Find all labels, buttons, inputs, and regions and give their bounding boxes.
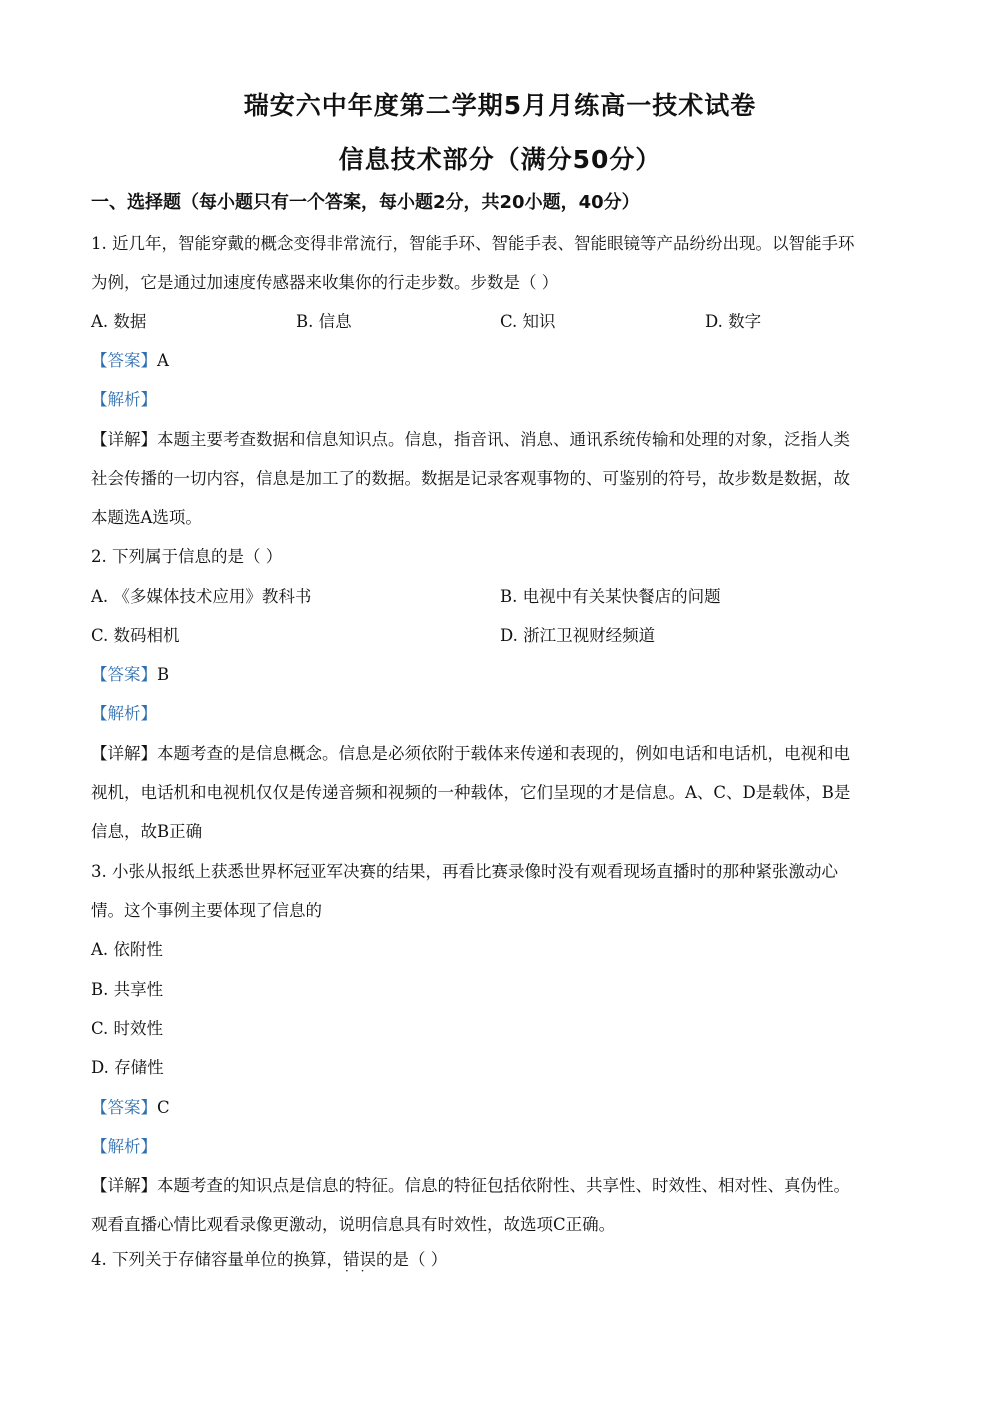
q2-option-a: A. 《多媒体技术应用》教科书: [91, 587, 312, 606]
q3-stem-line1: 3. 小张从报纸上获悉世界杯冠亚军决赛的结果，再看比赛录像时没有观看现场直播时的那种紧张激动心: [91, 862, 838, 881]
q3-stem-line2: 情。这个事例主要体现了信息的: [91, 901, 322, 920]
q1-option-a: A. 数据: [91, 312, 147, 331]
q1-option-b: B. 信息: [296, 312, 352, 331]
q1-stem-line1: 1. 近几年，智能穿戴的概念变得非常流行，智能手环、智能手表、智能眼镜等产品纷纷出现。以智能手环: [91, 234, 855, 253]
q4-emphasis: 错误 · ·: [343, 1250, 376, 1269]
q2-stem: 2. 下列属于信息的是（ ）: [91, 547, 283, 566]
q2-option-b: B. 电视中有关某快餐店的问题: [500, 587, 721, 606]
q2-answer: 【答案】B: [91, 665, 170, 684]
q1-answer-value: A: [157, 351, 169, 370]
q1-option-d: D. 数字: [705, 312, 762, 331]
q4-stem: 4. 下列关于存储容量单位的换算，错误 · ·的是（ ）: [91, 1246, 447, 1270]
q2-option-d: D. 浙江卫视财经频道: [500, 626, 656, 645]
detail-tag: 【详解】: [91, 430, 157, 449]
q1-answer: [91, 347, 169, 371]
q1-detail-line1: 【详解】本题主要考查数据和信息知识点。信息，指音讯、消息、通讯系统传输和处理的对象，泛指人类: [91, 430, 850, 449]
exam-subtitle: 信息技术部分（满分50分）: [338, 145, 662, 174]
q2-detail-line3: 信息，故B正确: [91, 822, 203, 841]
section-heading: 一、选择题（每小题只有一个答案，每小题2分，共20小题，40分）: [91, 192, 640, 213]
q3-answer: 【答案】C: [91, 1098, 170, 1117]
q2-detail-line1: 【详解】本题考查的是信息概念。信息是必须依附于载体来传递和表现的，例如电话和电话机，电视和电: [91, 744, 850, 763]
q3-option-a: A. 依附性: [91, 940, 163, 959]
q2-analysis-tag: 【解析】: [91, 704, 157, 723]
q3-option-b: B. 共享性: [91, 980, 164, 999]
q2-answer-value: B: [157, 665, 170, 684]
q2-option-c: C. 数码相机: [91, 626, 180, 645]
q1-option-c: C. 知识: [500, 312, 556, 331]
exam-title: 瑞安六中年度第二学期5月月练高一技术试卷: [243, 91, 757, 120]
q3-detail-line1: 【详解】本题考查的知识点是信息的特征。信息的特征包括依附性、共享性、时效性、相对性、真伪性。: [91, 1176, 850, 1195]
q3-option-d: D. 存储性: [91, 1058, 164, 1077]
q3-answer-value: C: [157, 1098, 170, 1117]
q3-analysis-tag: 【解析】: [91, 1137, 157, 1156]
q1-stem-line2: 为例，它是通过加速度传感器来收集你的行走步数。步数是（ ）: [91, 273, 559, 292]
q1-detail-line2: 社会传播的一切内容，信息是加工了的数据。数据是记录客观事物的、可鉴别的符号，故步数是数据，故: [91, 469, 850, 488]
q3-option-c: C. 时效性: [91, 1019, 164, 1038]
q3-detail-line2: 观看直播心情比观看录像更激动，说明信息具有时效性，故选项C正确。: [91, 1215, 616, 1234]
q1-detail-line3: 本题选A选项。: [91, 508, 202, 527]
q2-detail-line2: 视机，电话机和电视机仅仅是传递音频和视频的一种载体，它们呈现的才是信息。A、C、D是载体，B是: [91, 783, 851, 802]
q1-analysis-tag: 【解析】: [91, 390, 157, 409]
answer-tag: 【答案】: [91, 351, 157, 370]
